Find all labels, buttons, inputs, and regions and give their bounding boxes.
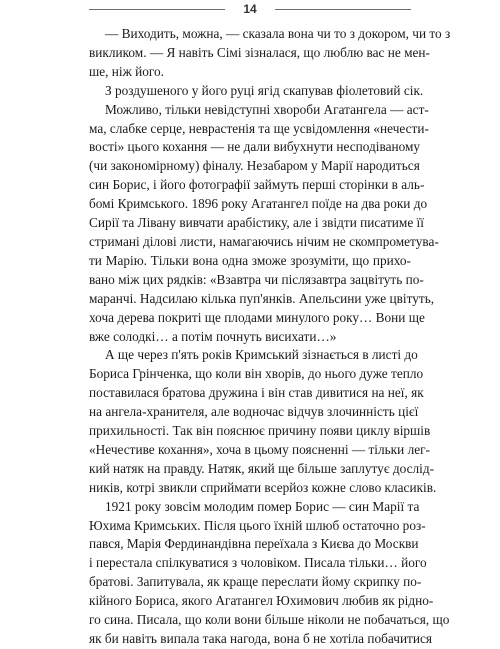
text-line: маранчі. Надсилаю кілька пуп'янків. Апельсини уже цвітуть, [89, 290, 435, 306]
header-rule-right [275, 9, 411, 10]
text-line: Можливо, тільки невідступні хвороби Агатангела — аст- [105, 101, 429, 117]
text-line: на ангела-хранителя, але водночас відчув злочинність цієї [89, 404, 419, 420]
text-line: і перестала спілкуватися з чоловіком. Писала тільки… його [89, 555, 427, 571]
text-line: З роздушеного у його руці ягід скапував фіолетовий сік. [105, 82, 424, 98]
text-line: син Борис, і його фотографії займуть перші сторінки в аль- [89, 177, 425, 193]
text-line: А ще через п'ять років Кримський зізнається в листі до [105, 347, 418, 363]
text-line: (чи закономірному) фіналу. Незабаром у Марії народиться [89, 158, 420, 174]
text-line: 1921 року зовсім молодим помер Борис — син Марії та [105, 498, 420, 514]
text-line: го сина. Писала, що коли вони більше ніколи не побачаться, що [89, 612, 450, 628]
text-line: викликом. — Я навіть Сімі зізналася, що люблю вас не мен- [89, 44, 430, 60]
text-line: вже солодкі… а потім почнуть висихати…» [89, 328, 337, 344]
text-line: пався, Марія Фердинандівна переїхала з Києва до Москви [89, 536, 419, 552]
text-line: стримані ділові листи, намагаючись нічим не скомпрометува- [89, 233, 439, 249]
paragraph [89, 346, 437, 497]
text-line: Юхима Кримських. Після цього їхній шлюб остаточно роз- [89, 517, 426, 533]
text-line: ше, ніж його. [89, 63, 164, 79]
page-number: 14 [243, 2, 257, 16]
paragraph [89, 498, 450, 649]
text-line: кий натяк на правду. Натяк, який ще більше заплутує дослід- [89, 460, 435, 476]
paragraph [89, 25, 451, 82]
text-line: «Нечестиве кохання», хоча в цьому поясненні — тільки лег- [89, 441, 430, 457]
header-rule-left [89, 9, 225, 10]
text-line: як би навіть випала така нагода, вона б не хотіла побачитися [89, 631, 433, 646]
page-body [89, 25, 451, 649]
text-line: ма, слабке серце, неврастенія та ще усвідомлення «нечести- [89, 120, 429, 136]
text-line: вано між цих рядків: «Взавтра чи післязавтра зацвітуть по- [89, 271, 424, 287]
text-line: бомі Кримського. 1896 року Агатангел поїде на два роки до [89, 196, 428, 212]
text-line: ти Марію. Тільки вона одна зможе зрозуміти, що прихо- [89, 252, 411, 268]
text-line: кійного Бориса, якого Агатангел Юхимович любив як рідно- [89, 593, 434, 609]
text-line: Сирії та Лівану вивчати арабістику, але і звідти писатиме її [89, 215, 424, 231]
text-line: вості» цього кохання — не дали вибухнути несподіваному [89, 139, 421, 155]
text-line: Бориса Грінченка, що коли він хворів, до нього дуже тепло [89, 366, 424, 382]
text-line: — Виходить, можна, — сказала вона чи то з докором, чи то з [105, 26, 451, 41]
page-header [89, 2, 411, 16]
paragraph [89, 101, 439, 347]
text-line: братові. Запитувала, як краще переслати йому скрипку по- [89, 574, 422, 590]
text-line: ників, котрі звикли сприймати всерйоз кожне слово класиків. [89, 479, 437, 495]
text-line: прихильності. Так він пояснює причину появи циклу віршів [89, 423, 431, 439]
text-line: поставилася братова дружина і він став дивитися на неї, як [89, 385, 424, 401]
paragraph [89, 82, 424, 101]
text-line: хоча дерева покриті ще плодами минулого року… Вони ще [89, 309, 425, 325]
